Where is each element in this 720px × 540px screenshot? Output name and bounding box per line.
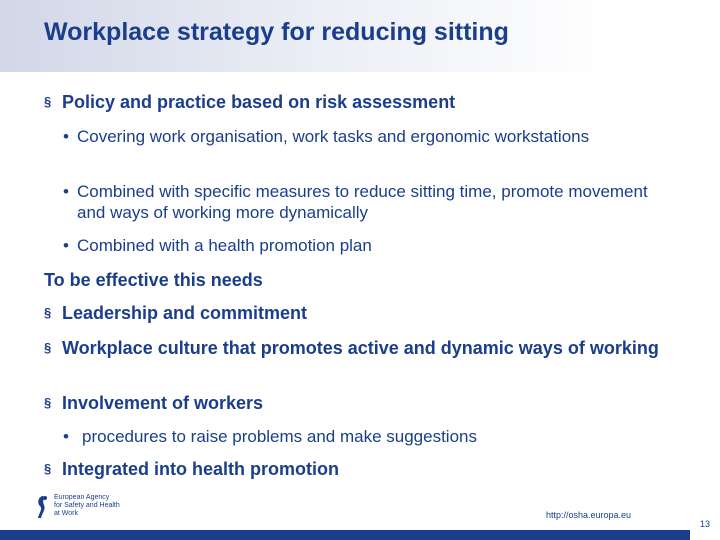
slide-title: Workplace strategy for reducing sitting [44, 18, 509, 46]
bullet-leadership [44, 302, 662, 324]
sub-bullet-marker: • [63, 182, 69, 201]
bullet-text: Policy and practice based on risk assessment [62, 92, 456, 112]
sub-bullet-text: procedures to raise problems and make suggestions [82, 427, 477, 446]
sub-bullet-marker: • [63, 127, 69, 146]
bullet-culture [44, 337, 662, 359]
sub-bullet-text: Covering work organisation, work tasks and ergonomic workstations [77, 127, 590, 146]
sub-bullet-specific-measures [63, 181, 667, 223]
bullet-text: Leadership and commitment [62, 303, 308, 323]
section-heading: To be effective this needs [44, 270, 263, 290]
bullet-text: Involvement of workers [62, 393, 264, 413]
logo-line: for Safety and Health [54, 502, 120, 509]
page-number: 13 [699, 519, 710, 529]
bullet-policy [44, 91, 662, 113]
sub-bullet-marker: • [63, 427, 69, 446]
bullet-text: Workplace culture that promotes active and dynamic ways of working [62, 338, 659, 358]
bullet-integrated [44, 458, 662, 480]
logo-text [54, 494, 120, 518]
logo-line: at Work [54, 510, 78, 517]
bullet-involvement [44, 392, 662, 414]
bullet-marker: § [44, 395, 52, 410]
sub-bullet-procedures [63, 426, 672, 447]
sub-bullet-covering [63, 126, 667, 147]
sub-bullet-health-plan [63, 235, 667, 256]
bullet-marker: § [44, 461, 52, 476]
bullet-marker: § [44, 305, 52, 320]
sub-bullet-text: Combined with specific measures to reduce sitting time, promote movement and ways of working more dynamically [77, 182, 648, 222]
bullet-marker: § [44, 94, 52, 109]
sub-bullet-text: Combined with a health promotion plan [77, 236, 372, 255]
footer-bar [0, 530, 720, 540]
bullet-marker: § [44, 340, 52, 355]
page-number-box [690, 495, 720, 540]
agency-emblem-icon [34, 494, 50, 520]
bullet-text: Integrated into health promotion [62, 459, 339, 479]
footer-url[interactable]: http://osha.europa.eu [546, 510, 632, 520]
eu-osha-logo [34, 494, 124, 520]
sub-bullet-marker: • [63, 236, 69, 255]
logo-line: European Agency [54, 494, 110, 501]
